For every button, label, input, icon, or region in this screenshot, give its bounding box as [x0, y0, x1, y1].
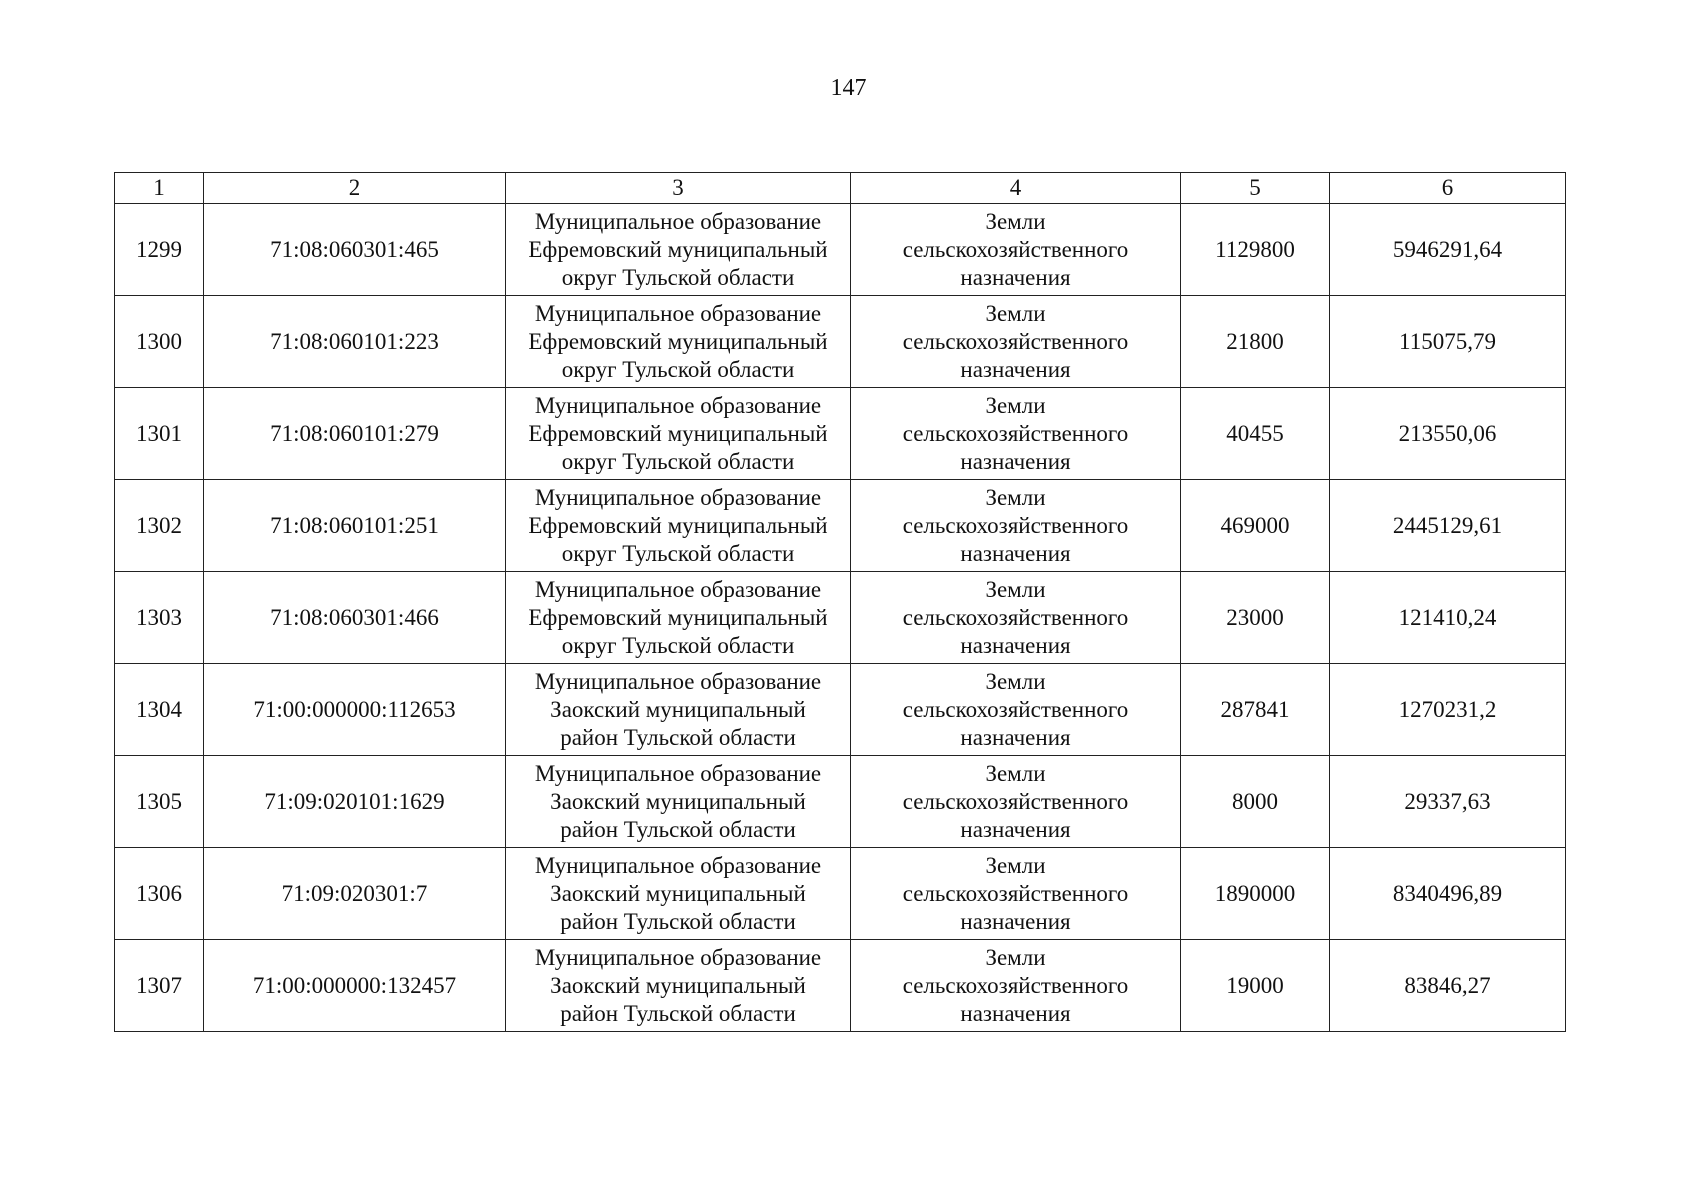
land-category-cell-line: сельскохозяйственного	[902, 696, 1129, 722]
page-number: 147	[830, 75, 867, 101]
land-category-cell	[851, 572, 1181, 664]
land-category-cell-line: назначения	[960, 908, 1071, 934]
area-cell: 8000	[1181, 756, 1330, 848]
area-cell: 287841	[1181, 664, 1330, 756]
owner-cell	[506, 940, 851, 1032]
land-category-cell	[851, 756, 1181, 848]
owner-cell	[506, 296, 851, 388]
row-number-cell: 1304	[115, 664, 204, 756]
owner-cell	[506, 204, 851, 296]
owner-cell-line: округ Тульской области	[561, 632, 795, 658]
owner-cell	[506, 848, 851, 940]
owner-cell	[506, 756, 851, 848]
row-number-cell: 1299	[115, 204, 204, 296]
land-category-cell-line: сельскохозяйственного	[902, 788, 1129, 814]
land-category-cell-line: назначения	[960, 540, 1071, 566]
land-category-cell-line: сельскохозяйственного	[902, 420, 1129, 446]
cadastral-number-cell: 71:08:060101:279	[204, 388, 506, 480]
table-row	[115, 572, 1566, 664]
owner-cell-line: округ Тульской области	[561, 540, 795, 566]
land-category-cell-line: сельскохозяйственного	[902, 972, 1129, 998]
table-row	[115, 480, 1566, 572]
owner-cell-line: район Тульской области	[560, 724, 796, 750]
owner-cell-line: Муниципальное образование	[534, 484, 822, 510]
cadastral-value-cell: 29337,63	[1330, 756, 1566, 848]
area-cell: 469000	[1181, 480, 1330, 572]
owner-cell-line: Ефремовский муниципальный	[528, 236, 828, 262]
area-cell: 1129800	[1181, 204, 1330, 296]
land-category-cell-line: назначения	[960, 356, 1071, 382]
cadastral-number-cell: 71:00:000000:112653	[204, 664, 506, 756]
owner-cell-line: Ефремовский муниципальный	[528, 420, 828, 446]
area-cell: 21800	[1181, 296, 1330, 388]
cadastral-number-cell: 71:08:060101:223	[204, 296, 506, 388]
owner-cell-line: Муниципальное образование	[534, 760, 822, 786]
land-category-cell	[851, 296, 1181, 388]
land-category-cell	[851, 480, 1181, 572]
owner-cell-line: Муниципальное образование	[534, 392, 822, 418]
table-row	[115, 756, 1566, 848]
land-category-cell	[851, 204, 1181, 296]
owner-cell	[506, 388, 851, 480]
column-header: 4	[851, 173, 1181, 204]
owner-cell-line: Муниципальное образование	[534, 300, 822, 326]
land-category-cell	[851, 388, 1181, 480]
land-category-cell	[851, 940, 1181, 1032]
land-category-cell-line: назначения	[960, 724, 1071, 750]
cadastral-number-cell: 71:08:060301:466	[204, 572, 506, 664]
row-number-cell: 1305	[115, 756, 204, 848]
column-header: 3	[506, 173, 851, 204]
table-body	[115, 204, 1566, 1032]
row-number-cell: 1306	[115, 848, 204, 940]
land-category-cell-line: назначения	[960, 264, 1071, 290]
owner-cell-line: округ Тульской области	[561, 448, 795, 474]
land-category-cell-line: Земли	[985, 208, 1046, 234]
owner-cell-line: Ефремовский муниципальный	[528, 512, 828, 538]
cadastral-value-cell: 5946291,64	[1330, 204, 1566, 296]
cadastral-value-cell: 8340496,89	[1330, 848, 1566, 940]
land-category-cell	[851, 848, 1181, 940]
land-category-cell-line: сельскохозяйственного	[902, 880, 1129, 906]
land-category-cell-line: назначения	[960, 632, 1071, 658]
land-category-cell-line: назначения	[960, 448, 1071, 474]
table-row	[115, 848, 1566, 940]
row-number-cell: 1300	[115, 296, 204, 388]
land-category-cell-line: сельскохозяйственного	[902, 328, 1129, 354]
row-number-cell: 1302	[115, 480, 204, 572]
area-cell: 23000	[1181, 572, 1330, 664]
column-header: 2	[204, 173, 506, 204]
land-category-cell-line: Земли	[985, 760, 1046, 786]
area-cell: 40455	[1181, 388, 1330, 480]
land-category-cell-line: назначения	[960, 816, 1071, 842]
land-category-cell-line: Земли	[985, 484, 1046, 510]
owner-cell-line: Муниципальное образование	[534, 852, 822, 878]
table-row	[115, 940, 1566, 1032]
owner-cell-line: Муниципальное образование	[534, 576, 822, 602]
owner-cell-line: Заокский муниципальный	[550, 972, 806, 998]
owner-cell-line: район Тульской области	[560, 908, 796, 934]
table-row	[115, 664, 1566, 756]
land-category-cell-line: Земли	[985, 576, 1046, 602]
land-category-cell-line: назначения	[960, 1000, 1071, 1026]
column-header: 6	[1330, 173, 1566, 204]
owner-cell-line: округ Тульской области	[561, 264, 795, 290]
land-category-cell-line: Земли	[985, 944, 1046, 970]
owner-cell-line: район Тульской области	[560, 1000, 796, 1026]
land-category-cell	[851, 664, 1181, 756]
land-category-cell-line: сельскохозяйственного	[902, 604, 1129, 630]
land-plots-table	[114, 172, 1566, 1032]
land-category-cell-line: сельскохозяйственного	[902, 512, 1129, 538]
area-cell: 19000	[1181, 940, 1330, 1032]
cadastral-value-cell: 2445129,61	[1330, 480, 1566, 572]
owner-cell-line: Заокский муниципальный	[550, 880, 806, 906]
row-number-cell: 1307	[115, 940, 204, 1032]
row-number-cell: 1301	[115, 388, 204, 480]
cadastral-value-cell: 115075,79	[1330, 296, 1566, 388]
owner-cell-line: Ефремовский муниципальный	[528, 604, 828, 630]
table-row	[115, 204, 1566, 296]
cadastral-number-cell: 71:00:000000:132457	[204, 940, 506, 1032]
owner-cell-line: Муниципальное образование	[534, 208, 822, 234]
table-row	[115, 296, 1566, 388]
cadastral-value-cell: 83846,27	[1330, 940, 1566, 1032]
cadastral-number-cell: 71:09:020301:7	[204, 848, 506, 940]
cadastral-value-cell: 121410,24	[1330, 572, 1566, 664]
owner-cell	[506, 664, 851, 756]
owner-cell-line: Заокский муниципальный	[550, 788, 806, 814]
owner-cell-line: Заокский муниципальный	[550, 696, 806, 722]
owner-cell	[506, 572, 851, 664]
cadastral-number-cell: 71:08:060301:465	[204, 204, 506, 296]
owner-cell	[506, 480, 851, 572]
land-category-cell-line: Земли	[985, 300, 1046, 326]
cadastral-number-cell: 71:08:060101:251	[204, 480, 506, 572]
land-category-cell-line: Земли	[985, 392, 1046, 418]
table-header-row	[115, 173, 1566, 204]
owner-cell-line: Муниципальное образование	[534, 944, 822, 970]
land-category-cell-line: Земли	[985, 852, 1046, 878]
land-category-cell-line: Земли	[985, 668, 1046, 694]
owner-cell-line: район Тульской области	[560, 816, 796, 842]
owner-cell-line: Муниципальное образование	[534, 668, 822, 694]
cadastral-number-cell: 71:09:020101:1629	[204, 756, 506, 848]
column-header: 1	[115, 173, 204, 204]
row-number-cell: 1303	[115, 572, 204, 664]
column-header: 5	[1181, 173, 1330, 204]
owner-cell-line: округ Тульской области	[561, 356, 795, 382]
cadastral-value-cell: 1270231,2	[1330, 664, 1566, 756]
table-row	[115, 388, 1566, 480]
area-cell: 1890000	[1181, 848, 1330, 940]
owner-cell-line: Ефремовский муниципальный	[528, 328, 828, 354]
land-category-cell-line: сельскохозяйственного	[902, 236, 1129, 262]
cadastral-value-cell: 213550,06	[1330, 388, 1566, 480]
